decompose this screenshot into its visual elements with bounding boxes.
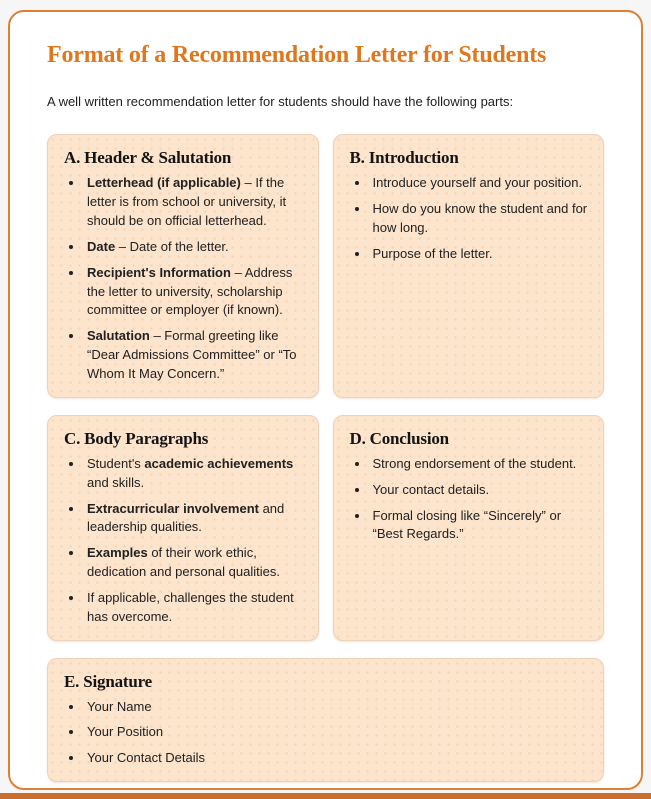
bullet-item: • Your contact details. (370, 481, 590, 500)
bullet-item: • How do you know the student and for how long. (370, 200, 590, 238)
card-bullet-list (64, 455, 304, 627)
card-introduction (333, 134, 605, 397)
card-bullet-list (64, 174, 304, 383)
bullet-item: • Extracurricular involvement and leadership qualities. (84, 500, 304, 538)
bottom-accent-bar (0, 793, 651, 799)
card-body-paragraphs (47, 415, 319, 641)
bullet-item: • Salutation – Formal greeting like “Dear Admissions Committee” or “To Whom It May Concern.” (84, 327, 304, 384)
page-subtitle: A well written recommendation letter for students should have the following parts: (47, 94, 514, 110)
card-conclusion (333, 415, 605, 641)
card-title: E. Signature (64, 671, 152, 691)
bullet-item: • Student's academic achievements and skills. (84, 455, 304, 493)
card-title: C. Body Paragraphs (64, 428, 209, 448)
document-frame (8, 10, 643, 790)
cards-grid (47, 134, 604, 782)
card-title: D. Conclusion (349, 428, 449, 448)
card-title: B. Introduction (349, 148, 459, 168)
bullet-item: • Your Contact Details (84, 749, 589, 768)
card-bullet-list (350, 455, 590, 544)
bullet-item: • Letterhead (if applicable) – If the letter is from school or university, it should be on official letterhead. (84, 174, 304, 231)
bullet-item: • Strong endorsement of the student. (370, 455, 590, 474)
bullet-item: • Formal closing like “Sincerely” or “Best Regards.” (370, 507, 590, 545)
card-title: A. Header & Salutation (64, 148, 232, 168)
card-bullet-list (64, 698, 589, 769)
bullet-item: • Your Position (84, 723, 589, 742)
card-header-salutation (47, 134, 319, 397)
bullet-item: • Examples of their work ethic, dedication and personal qualities. (84, 544, 304, 582)
bullet-item: • Date – Date of the letter. (84, 238, 304, 257)
bullet-item: • Purpose of the letter. (370, 245, 590, 264)
bullet-item: • If applicable, challenges the student has overcome. (84, 589, 304, 627)
bullet-item: • Recipient's Information – Address the letter to university, scholarship committee or employer (if known). (84, 264, 304, 321)
page-title: Format of a Recommendation Letter for Students (47, 42, 547, 68)
card-bullet-list (350, 174, 590, 263)
card-signature (47, 658, 604, 783)
bullet-item: • Your Name (84, 698, 589, 717)
bullet-item: • Introduce yourself and your position. (370, 174, 590, 193)
